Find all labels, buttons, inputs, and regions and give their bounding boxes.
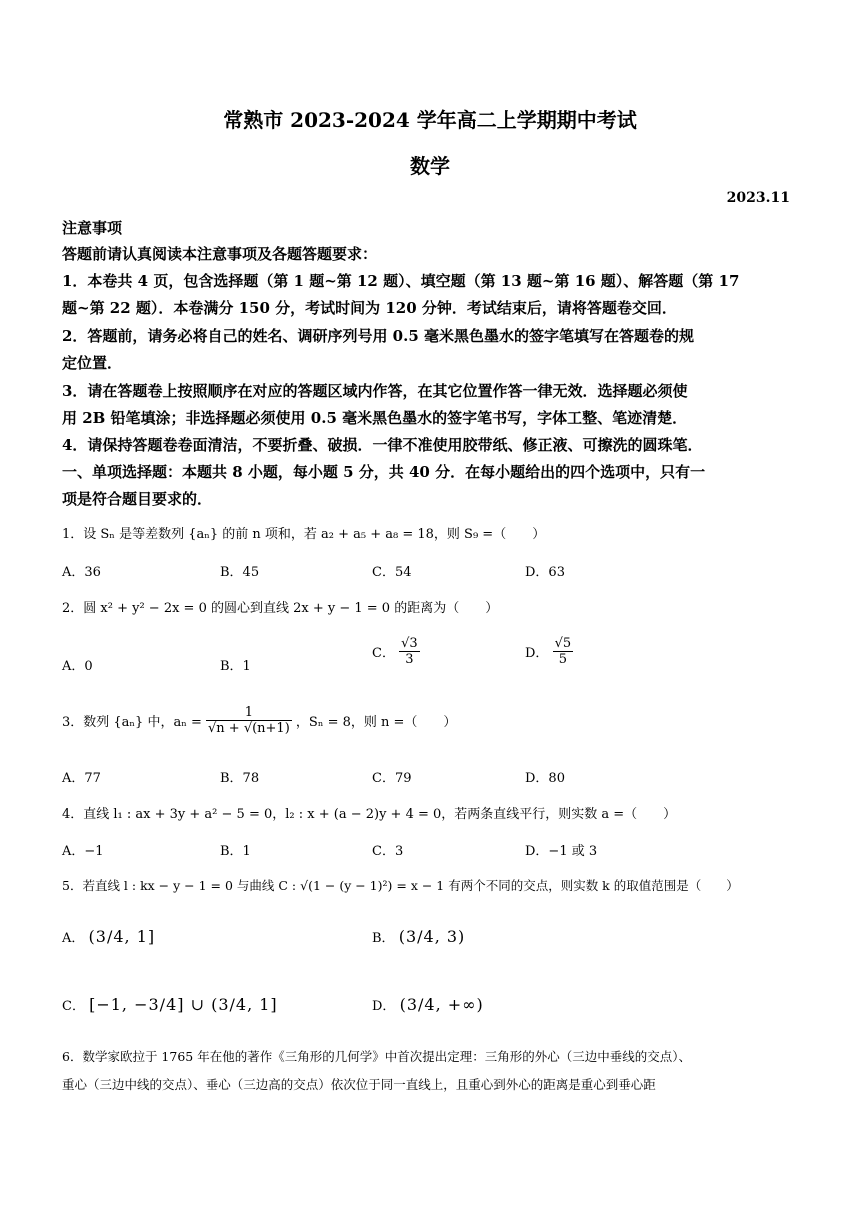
notice-item-1-line-1: 1．本卷共 4 页，包含选择题（第 1 题~第 12 题）、填空题（第 13 题~第 16 题）、解答题（第 17	[62, 272, 740, 290]
question-6-line-1: 6．数学家欧拉于 1765 年在他的著作《三角形的几何学》中首次提出定理：三角形的外心（三边中垂线的交点）、	[62, 1049, 691, 1064]
question-5-option-c-expression: [−1, −3/4] ∪ (3/4, 1]	[89, 995, 278, 1014]
question-2-option-d-fraction	[553, 636, 574, 667]
question-3-option-a: A．77	[62, 771, 101, 786]
question-4-option-d: D．−1 或 3	[525, 844, 598, 859]
question-5-stem: 5．若直线 l : kx − y − 1 = 0 与曲线 C : √(1 − (y − 1)²) = x − 1 有两个不同的交点，则实数 k 的取值范围是（ ）	[62, 878, 739, 893]
question-5-option-d	[372, 995, 484, 1014]
notice-intro: 答题前请认真阅读本注意事项及各题答题要求：	[62, 245, 378, 263]
question-5-option-d-expression: (3/4, +∞)	[399, 995, 484, 1014]
question-1-option-a: A．36	[62, 565, 101, 580]
question-1-option-d: D．63	[525, 565, 565, 580]
question-3-fraction	[206, 705, 292, 736]
question-3-option-d: D．80	[525, 771, 565, 786]
notice-heading: 注意事项	[62, 219, 123, 237]
question-2-option-d-denominator: 5	[558, 652, 567, 667]
question-3-stem	[62, 705, 456, 736]
section-1-heading-line-2: 项是符合题目要求的．	[62, 490, 213, 508]
notice-item-3-line-2: 用 2B 铅笔填涂；非选择题必须使用 0.5 毫米黑色墨水的签字笔书写，字体工整、笔迹清楚．	[62, 409, 688, 427]
question-5-option-a-expression: (3/4, 1]	[88, 927, 156, 946]
question-2-option-c-label: C．	[372, 646, 395, 661]
question-1-option-c: C．54	[372, 565, 412, 580]
question-2-option-d-label: D．	[525, 646, 549, 661]
question-2-option-c-fraction	[399, 636, 420, 667]
question-2-option-d	[525, 636, 573, 667]
question-4-option-b: B．1	[220, 844, 251, 859]
exam-title: 常熟市 2023-2024 学年高二上学期期中考试	[223, 108, 637, 132]
question-2-option-d-numerator: √5	[554, 636, 572, 651]
notice-item-3-line-1: 3．请在答题卷上按照顺序在对应的答题区域内作答，在其它位置作答一律无效．选择题必须使	[62, 382, 688, 400]
section-1-heading-line-1: 一、单项选择题：本题共 8 小题，每小题 5 分，共 40 分．在每小题给出的四个选项中，只有一	[62, 463, 706, 481]
question-4-option-c: C．3	[372, 844, 404, 859]
question-2-option-c-denominator: 3	[405, 652, 414, 667]
exam-date: 2023.11	[726, 190, 790, 206]
question-4-stem: 4．直线 l₁ : ax + 3y + a² − 5 = 0，l₂ : x + (a − 2)y + 4 = 0，若两条直线平行，则实数 a =（ ）	[62, 807, 677, 822]
notice-item-1-line-2: 题~第 22 题）．本卷满分 150 分，考试时间为 120 分钟．考试结束后，请将答题卷交回．	[62, 299, 677, 317]
question-5-option-b	[372, 927, 465, 946]
question-6-line-2: 重心（三边中线的交点）、垂心（三边高的交点）依次位于同一直线上，且重心到外心的距离是重心到垂心距	[62, 1077, 656, 1092]
question-3-stem-suffix: ，Sₙ = 8，则 n =（ ）	[295, 715, 457, 730]
question-2-option-a: A．0	[62, 659, 93, 674]
question-5-option-b-expression: (3/4, 3)	[398, 927, 466, 946]
question-2-option-c-numerator: √3	[401, 636, 418, 651]
question-3-stem-prefix: 3．数列 {aₙ} 中，aₙ =	[62, 715, 202, 730]
question-2-option-b: B．1	[220, 659, 251, 674]
question-3-numerator: 1	[206, 705, 292, 721]
question-3-option-c: C．79	[372, 771, 412, 786]
notice-item-2-line-1: 2．答题前，请务必将自己的姓名、调研序列号用 0.5 毫米黑色墨水的签字笔填写在答题卷的规	[62, 327, 694, 345]
question-3-option-b: B．78	[220, 771, 260, 786]
question-5-option-a	[62, 927, 155, 946]
question-5-option-a-label: A．	[62, 931, 85, 946]
notice-item-2-line-2: 定位置．	[62, 354, 123, 372]
question-2-stem: 2．圆 x² + y² − 2x = 0 的圆心到直线 2x + y − 1 = 0 的距离为（ ）	[62, 601, 499, 616]
question-5-option-c-label: C．	[62, 999, 85, 1014]
question-3-denominator: √n + √(n+1)	[208, 721, 290, 736]
question-1-stem: 1．设 Sₙ 是等差数列 {aₙ} 的前 n 项和，若 a₂ + a₅ + a₈ = 18，则 S₉ =（ ）	[62, 527, 546, 542]
notice-item-4: 4．请保持答题卷卷面清洁，不要折叠、破损．一律不准使用胶带纸、修正液、可擦洗的圆珠笔．	[62, 436, 703, 454]
question-5-option-d-label: D．	[372, 999, 396, 1014]
question-4-option-a: A．−1	[62, 844, 104, 859]
question-1-option-b: B．45	[220, 565, 260, 580]
question-5-option-c	[62, 995, 278, 1014]
question-2-option-c	[372, 636, 420, 667]
question-5-option-b-label: B．	[372, 931, 395, 946]
subject-title: 数学	[410, 154, 450, 178]
